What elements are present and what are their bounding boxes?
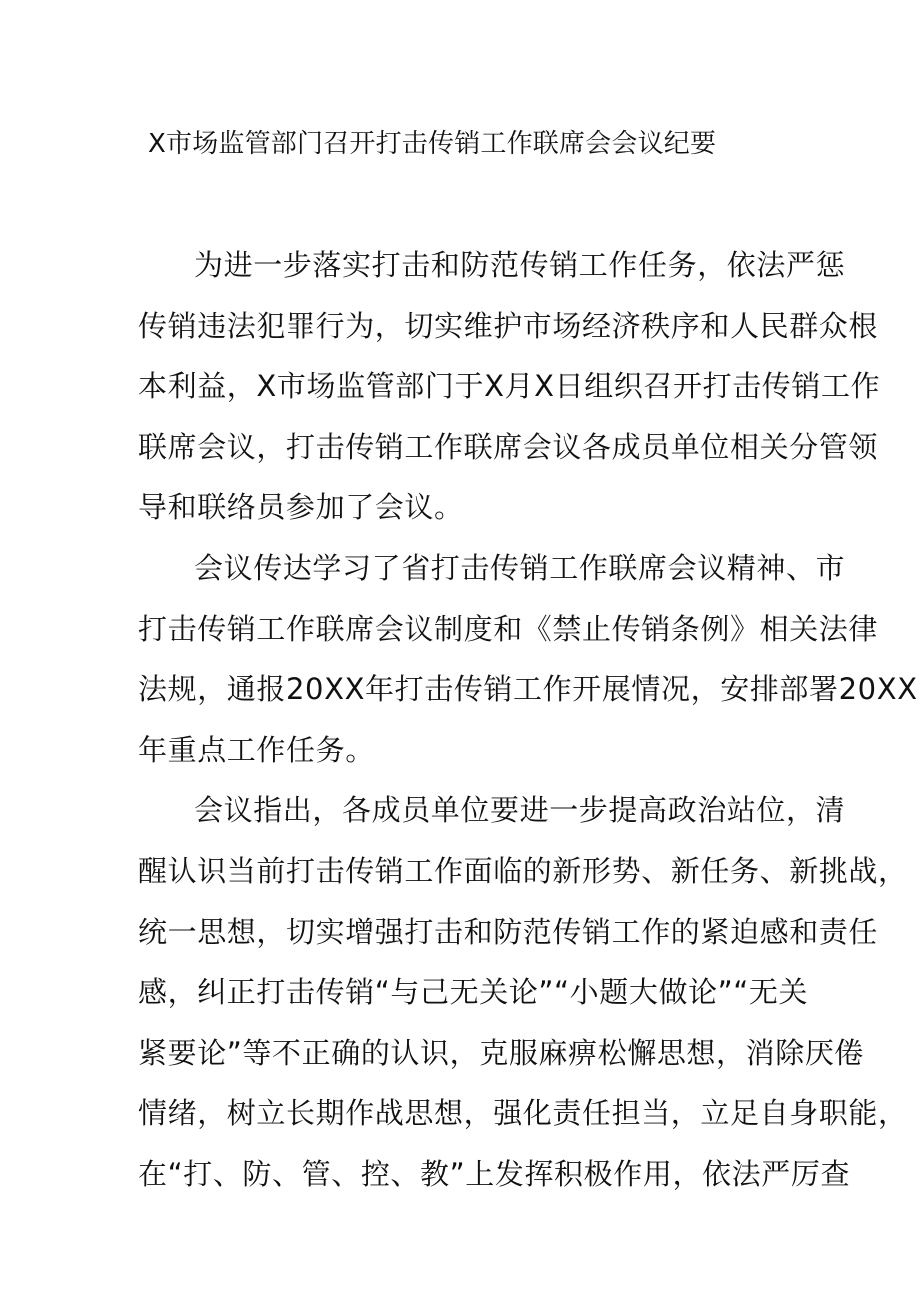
paragraph-line: 年重点工作任务。: [138, 732, 375, 767]
paragraph-3: [138, 780, 908, 1204]
paragraph-line: 统一思想，切实增强打击和防范传销工作的紧迫感和责任: [138, 914, 879, 949]
paragraph-line: 导和联络员参加了会议。: [138, 490, 464, 525]
paragraph-line: 在“打、防、管、控、教”上发挥积极作用，依法严厉查: [138, 1156, 851, 1191]
paragraph-line: 感，纠正打击传销“与己无关论”“小题大做论”“无关: [138, 975, 809, 1010]
document-title: X市场监管部门召开打击传销工作联席会会议纪要: [148, 129, 717, 159]
document-body: [138, 235, 918, 1205]
paragraph-line: 打击传销工作联席会议制度和《禁止传销条例》相关法律: [138, 611, 879, 646]
paragraph-line: 法规，通报20XX年打击传销工作开展情况，安排部署20XX: [138, 672, 918, 707]
paragraph-line: 醒认识当前打击传销工作面临的新形势、新任务、新挑战，: [138, 853, 908, 888]
paragraph-line: 本利益，X市场监管部门于X月X日组织召开打击传销工作: [138, 369, 881, 404]
paragraph-line: 会议指出，各成员单位要进一步提高政治站位，清: [194, 793, 846, 828]
paragraph-line: 传销违法犯罪行为，切实维护市场经济秩序和人民群众根: [138, 308, 879, 343]
paragraph-line: 联席会议，打击传销工作联席会议各成员单位相关分管领: [138, 429, 879, 464]
paragraph-line: 为进一步落实打击和防范传销工作任务，依法严惩: [194, 248, 846, 282]
paragraph-line: 情绪，树立长期作战思想，强化责任担当，立足自身职能，: [138, 1096, 908, 1131]
paragraph-line: 紧要论”等不正确的认识，克服麻痹松懈思想，消除厌倦: [138, 1035, 865, 1070]
paragraph-1: [138, 235, 881, 538]
paragraph-2: [138, 538, 918, 780]
paragraph-line: 会议传达学习了省打击传销工作联席会议精神、市: [194, 550, 846, 585]
